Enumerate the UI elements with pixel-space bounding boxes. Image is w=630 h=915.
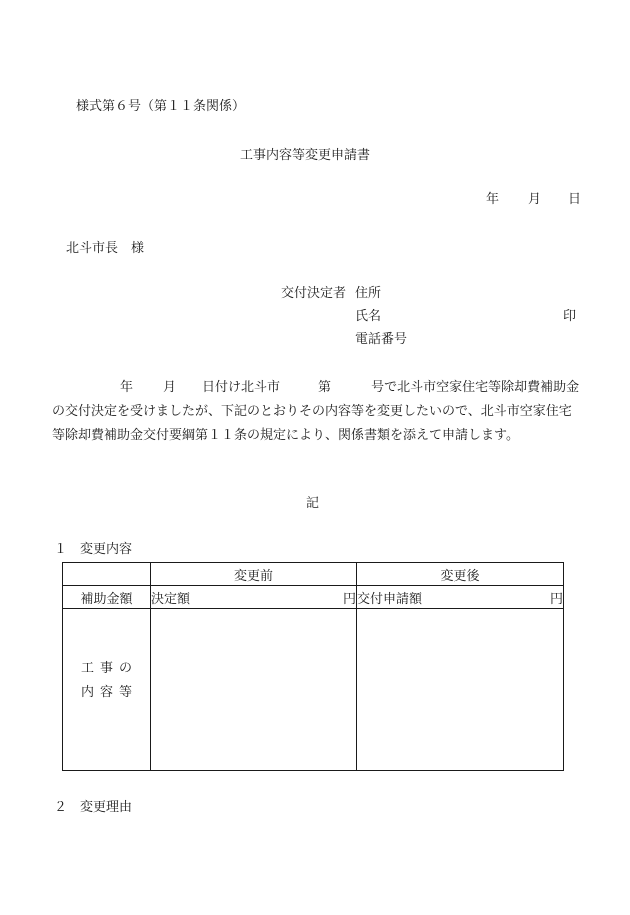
header-before: 変更前: [151, 563, 357, 586]
subsidy-label: 補助金額: [63, 586, 151, 609]
yen-unit: 円: [549, 591, 563, 607]
address-label: 住所: [355, 286, 382, 301]
decided-amount-cell[interactable]: [151, 586, 357, 609]
ki-heading: 記: [306, 496, 320, 511]
phone-label: 電話番号: [355, 332, 408, 347]
section-change-reason: ２ 変更理由: [54, 800, 133, 815]
header-empty-cell: [63, 563, 151, 586]
section-change-content: １ 変更内容: [54, 542, 133, 557]
table-header-row: [63, 563, 564, 586]
header-after: 変更後: [357, 563, 564, 586]
application-body: [52, 376, 580, 448]
content-label-line1: 工事の: [80, 661, 138, 676]
subsidy-row: [63, 586, 564, 609]
addressee: 北斗市長 様: [66, 241, 145, 256]
yen-unit: 円: [342, 591, 356, 607]
content-label-line2: 内容等: [80, 685, 138, 700]
seal-mark: 印: [563, 309, 577, 324]
body-month: 月: [163, 380, 177, 395]
date-day: 日: [568, 192, 582, 207]
body-rest: 号で北斗市空家住宅等除却費補助金の交付決定を受けましたが、下記のとおりその内容等を変更したいので、北斗市空家住宅等除却費補助金交付要綱第１１条の規定により、関係書類を添えて申請します。: [52, 380, 580, 443]
content-row: [63, 609, 564, 771]
name-label: 氏名: [355, 309, 382, 324]
applied-label: 交付申請額: [357, 591, 423, 607]
date-month: 月: [528, 192, 542, 207]
content-label-cell: [63, 609, 151, 771]
applied-amount-cell[interactable]: [357, 586, 564, 609]
content-after-cell[interactable]: [357, 609, 564, 771]
document-title: 工事内容等変更申請書: [240, 148, 371, 163]
content-before-cell[interactable]: [151, 609, 357, 771]
form-number: 様式第６号（第１１条関係）: [76, 99, 246, 114]
date-year: 年: [486, 192, 500, 207]
decided-label: 決定額: [151, 591, 191, 607]
change-table: [62, 562, 564, 771]
body-dated: 日付け北斗市: [202, 380, 281, 395]
body-no-prefix: 第: [318, 380, 332, 395]
body-year: 年: [120, 380, 134, 395]
applicant-role: 交付決定者: [281, 286, 347, 301]
